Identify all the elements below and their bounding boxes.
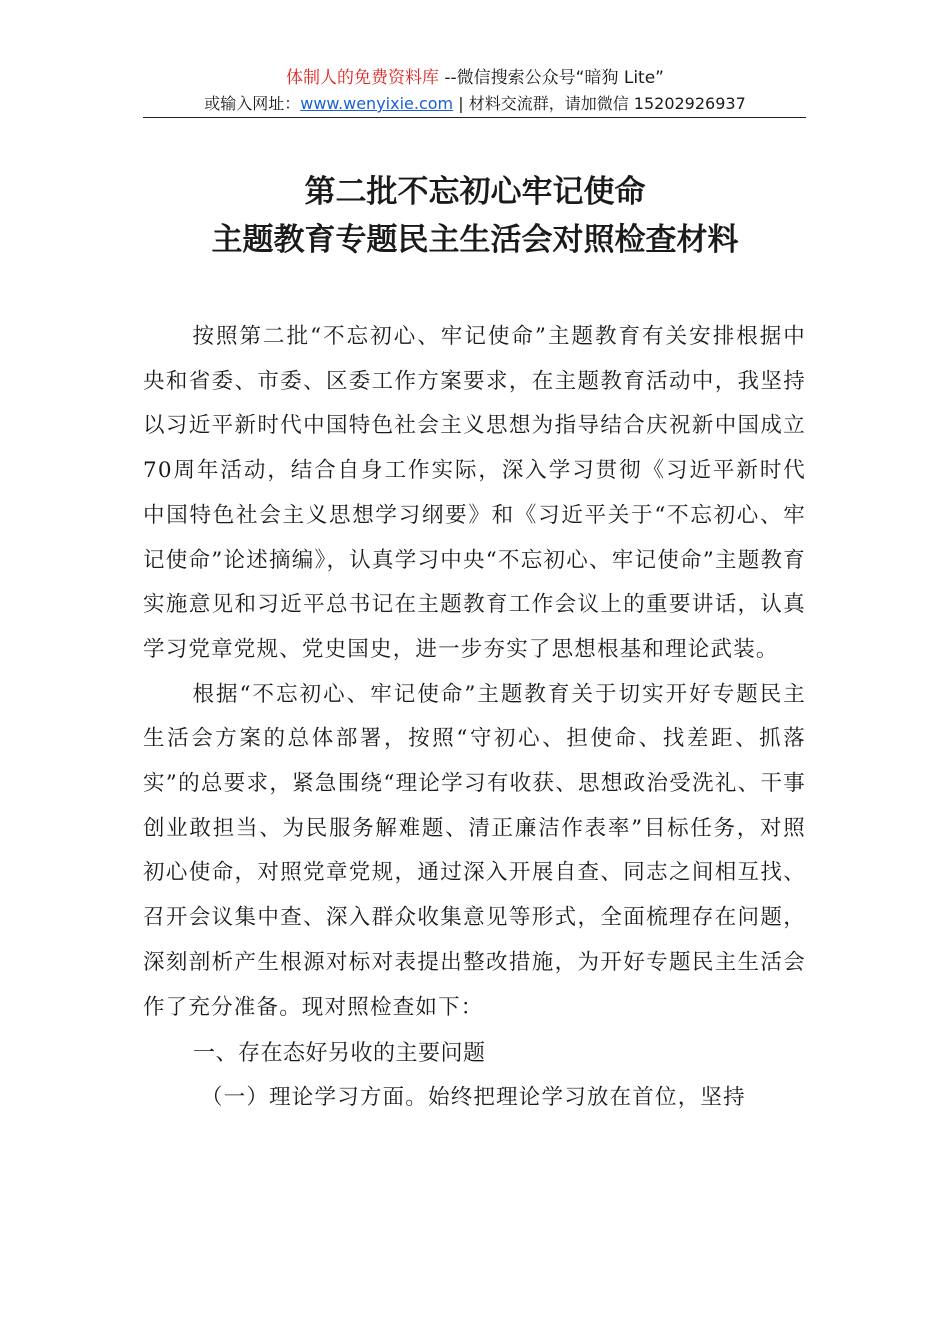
brand-name: 体制人的免费资料库 (285, 68, 439, 88)
title-line-1: 第二批不忘初心牢记使命 (304, 174, 646, 210)
header-promo-line (0, 66, 950, 90)
url-prefix: 或输入网址： (204, 94, 301, 113)
page-header (0, 66, 950, 116)
paragraph-1: 按照第二批“不忘初心、牢记使命”主题教育有关安排根据中央和省委、市委、区委工作方案要求，在主题教育活动中，我坚持以习近平新时代中国特色社会主义思想为指导结合庆祝新中国成立70周年活动，结合自身工作实际，深入学习贯彻《习近平新时代中国特色社会主义思想学习纲要》和《习近平关于“不忘初心、牢记使命”论述摘编》，认真学习中央“不忘初心、牢记使命”主题教育实施意见和习近平总书记在主题教育工作会议上的重要讲话，认真学习党章党规、党史国史，进一步夯实了思想根基和理论武装。 (143, 324, 806, 662)
document-title (0, 168, 950, 264)
section-heading: 一、存在态好另收的主要问题 (193, 1041, 486, 1067)
paragraph-2: 根据“不忘初心、牢记使命”主题教育关于切实开好专题民主生活会方案的总体部署，按照“守初心、担使命、找差距、抓落实”的总要求，紧急围绕“理论学习有收获、思想政治受洗礼、干事创业敢担当、为民服务解难题、清正廉洁作表率”目标任务，对照初心使命，对照党章党规，通过深入开展自查、同志之间相互找、召开会议集中查、深入群众收集意见等形式，全面梳理存在问题，深刻剖析产生根源对标对表提出整改措施，为开好专题民主生活会作了充分准备。现对照检查如下： (143, 681, 806, 1020)
website-link[interactable]: www.wenyixie.com (300, 94, 454, 113)
document-body (143, 315, 806, 1121)
wechat-group-text: | 材料交流群，请加微信 15202926937 (453, 94, 746, 113)
title-line-2: 主题教育专题民主生活会对照检查材料 (211, 222, 739, 258)
wechat-search-text: --微信搜索公众号“暗狗 Lite” (438, 68, 664, 88)
header-contact-line (0, 92, 950, 116)
header-divider (143, 117, 806, 118)
subsection-heading: （一）理论学习方面。始终把理论学习放在首位，坚持 (201, 1085, 746, 1111)
